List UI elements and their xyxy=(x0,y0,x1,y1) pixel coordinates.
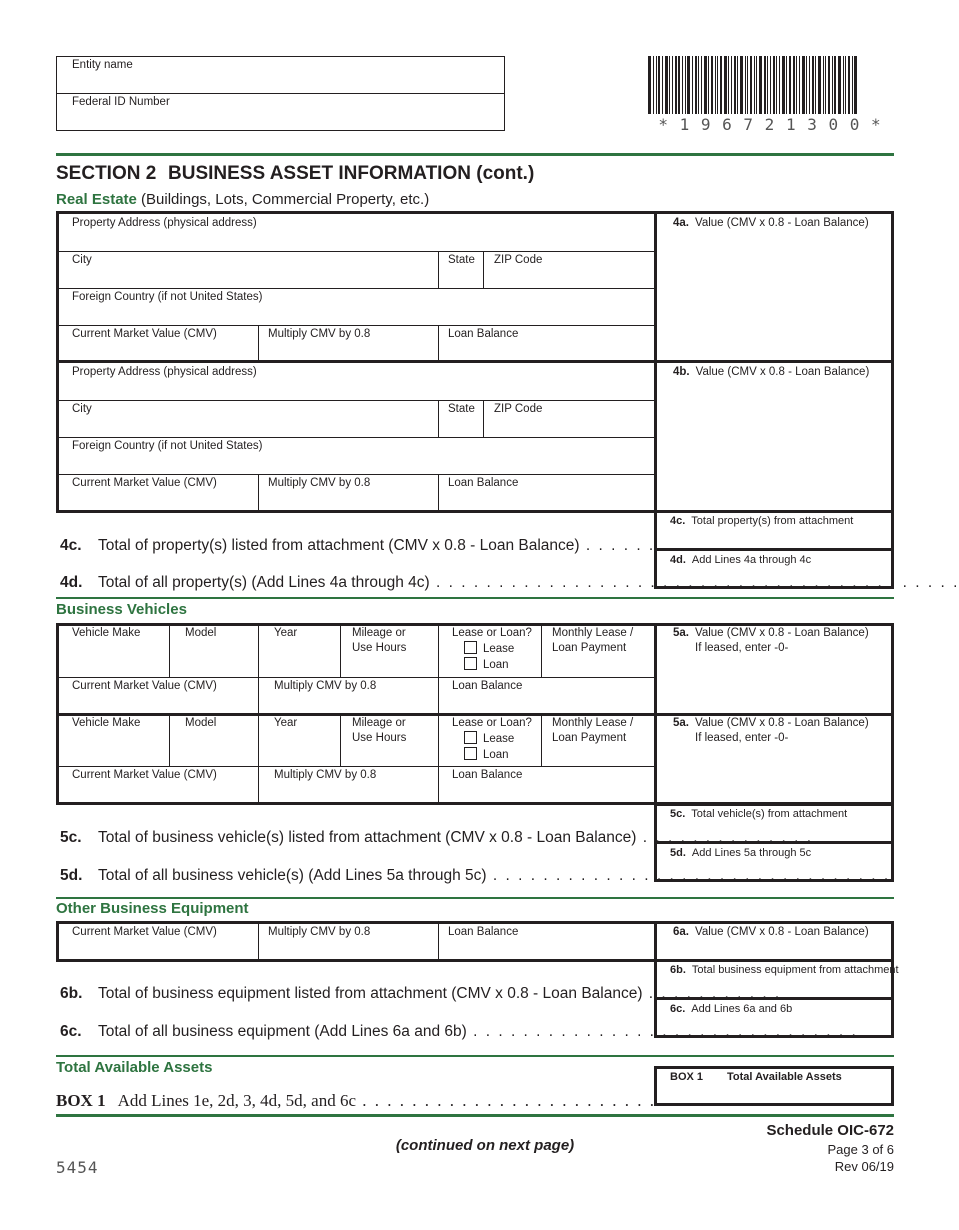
barcode-bar xyxy=(806,56,807,114)
line-6a-label xyxy=(673,925,869,939)
property-1-cmv-field[interactable] xyxy=(60,342,255,359)
vehicle-1-lease-loan-question: Lease or Loan? xyxy=(452,627,532,639)
barcode-bar xyxy=(854,56,857,114)
property-2-city-divider xyxy=(438,400,439,438)
line-4d-leader: . . . . . . . . . . . . . . . . . . . . . . . . . . . . . . . . . . . . . . . . . . xyxy=(429,574,959,591)
box-1-row xyxy=(56,1091,782,1111)
vehicle-1-lease-option[interactable] xyxy=(464,641,532,656)
property-1-loan-label: Loan Balance xyxy=(448,328,519,340)
line-6a-field[interactable] xyxy=(660,940,890,958)
property-1-state-field[interactable] xyxy=(441,268,481,286)
total-heading: Total Available Assets xyxy=(56,1059,213,1076)
line-5c-row xyxy=(60,829,814,847)
vehicle-1-mileage-label xyxy=(352,626,406,655)
vehicle-2-lease-checkbox[interactable] xyxy=(464,731,477,744)
barcode-bar xyxy=(717,56,718,114)
barcode-bar xyxy=(786,56,787,114)
barcode-bar xyxy=(793,56,795,114)
property-2-loan-field[interactable] xyxy=(441,491,652,509)
vehicle-2-mileage-line1: Mileage or xyxy=(352,717,406,729)
barcode-text: * 1 9 6 7 2 1 3 0 0 * xyxy=(658,115,882,134)
barcode-bar xyxy=(848,56,850,114)
barcode-bar xyxy=(682,56,683,114)
barcode-bar xyxy=(825,56,826,114)
real-estate-heading xyxy=(56,191,429,208)
barcode-bar xyxy=(815,56,816,114)
vehicle-2-col-line xyxy=(541,716,542,767)
property-2-row-line xyxy=(56,474,656,475)
property-2-row-line xyxy=(56,400,656,401)
property-2-state-divider xyxy=(483,400,484,438)
property-2-country-label: Foreign Country (if not United States) xyxy=(72,440,263,452)
equipment-cmv-field[interactable] xyxy=(60,940,255,958)
barcode-bar xyxy=(675,56,677,114)
barcode-bar xyxy=(747,56,748,114)
line-4c-box-label xyxy=(670,514,853,528)
equipment-heading: Other Business Equipment xyxy=(56,900,249,917)
property-1-state-label: State xyxy=(448,254,475,266)
barcode-bar xyxy=(715,56,716,114)
barcode-bar xyxy=(711,56,713,114)
line-5a-2-number: 5a. xyxy=(673,717,689,729)
line-6b-box-text: Total business equipment from attachment xyxy=(691,964,899,976)
property-1-country-label: Foreign Country (if not United States) xyxy=(72,291,263,303)
barcode-bar xyxy=(796,56,797,114)
barcode-bar xyxy=(754,56,755,114)
property-2-address-field[interactable] xyxy=(60,381,652,399)
vehicle-2-cmv-field[interactable] xyxy=(60,783,255,801)
property-1-row-line xyxy=(56,325,656,326)
vehicle-2-loan-balance-field[interactable] xyxy=(441,783,652,801)
vehicle-1-cmv-field[interactable] xyxy=(60,694,255,712)
vehicle-2-multiply-label: Multiply CMV by 0.8 xyxy=(274,769,377,781)
property-1-state-divider xyxy=(483,251,484,289)
vehicles-heading: Business Vehicles xyxy=(56,601,187,618)
line-6c-row xyxy=(60,1023,858,1041)
vehicle-2-col-line xyxy=(258,716,259,805)
line-6b-text: Total of business equipment listed from attachment (CMV x 0.8 - Loan Balance) xyxy=(98,985,643,1002)
vehicle-1-lease-loan-label xyxy=(452,626,532,672)
line-5a-1-field[interactable] xyxy=(660,660,890,710)
line-4c-number: 4c. xyxy=(60,537,82,554)
line-5c-number: 5c. xyxy=(60,829,82,846)
property-1-row-line xyxy=(56,288,656,289)
property-1-city-divider xyxy=(438,251,439,289)
barcode-bar xyxy=(799,56,800,114)
vehicle-1-year-label: Year xyxy=(274,627,298,639)
barcode-bar xyxy=(662,56,663,114)
property-1-cmv-divider xyxy=(258,325,259,361)
barcode-bar xyxy=(852,56,853,114)
page-number: Page 3 of 6 xyxy=(827,1142,894,1157)
section-rule xyxy=(56,153,894,156)
vehicle-2-monthly-line1: Monthly Lease / xyxy=(552,717,634,729)
total-rule xyxy=(56,1055,894,1057)
equipment-value-divider xyxy=(654,921,657,962)
vehicle-1-make-label: Vehicle Make xyxy=(72,627,141,639)
barcode-bar xyxy=(672,56,673,114)
barcode-bar xyxy=(648,56,651,114)
footer-rule xyxy=(56,1114,894,1117)
vehicle-1-loan-balance-field[interactable] xyxy=(441,694,652,712)
vehicle-1-loan-option[interactable] xyxy=(464,657,532,672)
barcode-bar xyxy=(843,56,844,114)
line-5a-1-label xyxy=(673,626,869,655)
property-2-loan-label: Loan Balance xyxy=(448,477,519,489)
line-6c-leader: . . . . . . . . . . . . . . . . . . . . . . . . . . . . . . . xyxy=(466,1023,858,1040)
vehicle-1-model-label: Model xyxy=(185,627,217,639)
barcode-bar xyxy=(809,56,810,114)
barcode-bar xyxy=(658,56,660,114)
barcode-bar xyxy=(770,56,771,114)
line-5c-box-text: Total vehicle(s) from attachment xyxy=(691,808,848,820)
barcode-bar xyxy=(656,56,657,114)
property-2-multiply-label: Multiply CMV by 0.8 xyxy=(268,477,371,489)
line-6c-text: Total of all business equipment (Add Lines 6a and 6b) xyxy=(98,1023,467,1040)
entity-name-field[interactable] xyxy=(58,72,503,92)
barcode-bar xyxy=(731,56,732,114)
line-4d-text: Total of all property(s) (Add Lines 4a through 4c) xyxy=(98,574,430,591)
federal-id-label: Federal ID Number xyxy=(72,96,170,108)
barcode-bar xyxy=(779,56,780,114)
line-4b-number: 4b. xyxy=(673,366,690,378)
property-2-zip-field[interactable] xyxy=(486,417,652,435)
barcode-bar xyxy=(818,56,821,114)
property-1-city-label: City xyxy=(72,254,92,266)
line-6c-box-label xyxy=(670,1002,792,1016)
federal-id-field[interactable] xyxy=(58,110,503,130)
form-code: 5454 xyxy=(56,1158,99,1177)
line-4c-box-number: 4c. xyxy=(670,515,686,527)
line-4d-row xyxy=(60,574,959,592)
property-1-multiply-field[interactable] xyxy=(261,342,435,359)
property-1-loan-field[interactable] xyxy=(441,342,652,359)
barcode-bar xyxy=(750,56,752,114)
barcode-bar xyxy=(695,56,697,114)
box-1-label xyxy=(670,1070,842,1084)
section-title: BUSINESS ASSET INFORMATION (cont.) xyxy=(168,163,535,184)
barcode-bar xyxy=(773,56,775,114)
line-6b-box-label xyxy=(670,963,899,977)
property-2-row-line xyxy=(56,437,656,438)
barcode-bar xyxy=(698,56,699,114)
equipment-rule xyxy=(56,897,894,899)
equipment-loan-field[interactable] xyxy=(441,940,652,958)
vehicle-2-model-label: Model xyxy=(185,717,217,729)
vehicle-2-mileage-line2: Use Hours xyxy=(352,732,407,744)
line-5d-box-text: Add Lines 5a through 5c xyxy=(691,847,812,859)
line-5d-box-number: 5d. xyxy=(670,847,686,859)
line-4a-label xyxy=(673,216,869,230)
line-5a-1-text: Value (CMV x 0.8 - Loan Balance) xyxy=(695,627,869,639)
equipment-cmv-label: Current Market Value (CMV) xyxy=(72,926,217,938)
line-6a-number: 6a. xyxy=(673,926,689,938)
line-6c-number: 6c. xyxy=(60,1023,82,1040)
barcode-bar xyxy=(767,56,768,114)
vehicle-2-monthly-line2: Loan Payment xyxy=(552,732,627,744)
barcode-bar xyxy=(802,56,805,114)
property-2-city-field[interactable] xyxy=(60,417,435,435)
equipment-multiply-label: Multiply CMV by 0.8 xyxy=(268,926,371,938)
vehicle-1-loan-balance-label: Loan Balance xyxy=(452,680,523,692)
vehicle-2-make-label: Vehicle Make xyxy=(72,717,141,729)
line-6b-number: 6b. xyxy=(60,985,83,1002)
barcode-bar xyxy=(665,56,668,114)
property-1-multiply-divider xyxy=(438,325,439,361)
barcode-bar xyxy=(832,56,833,114)
property-2-cmv-label: Current Market Value (CMV) xyxy=(72,477,217,489)
vehicles-rule xyxy=(56,597,894,599)
barcode-bar xyxy=(745,56,746,114)
line-5a-1-number: 5a. xyxy=(673,627,689,639)
property-1-cmv-label: Current Market Value (CMV) xyxy=(72,328,217,340)
property-1-country-field[interactable] xyxy=(60,305,652,323)
barcode-bar xyxy=(737,56,738,114)
vehicle-1-lease-text: Lease xyxy=(483,643,515,655)
barcode-bar xyxy=(653,56,654,114)
vehicle-2-year-label: Year xyxy=(274,717,298,729)
barcode-bar xyxy=(759,56,762,114)
vehicle-1-monthly-line1: Monthly Lease / xyxy=(552,627,634,639)
property-1-divider xyxy=(56,360,894,363)
vehicle-1-col-line xyxy=(340,623,341,678)
property-1-row-line xyxy=(56,251,656,252)
vehicle-2-lease-loan-label xyxy=(452,716,532,762)
line-5d-number: 5d. xyxy=(60,867,83,884)
line-4b-label xyxy=(673,365,869,379)
vehicle-2-col-line xyxy=(169,716,170,767)
vehicle-1-loan-text: Loan xyxy=(483,659,509,671)
barcode-bar xyxy=(728,56,729,114)
vehicle-1-multiply-label: Multiply CMV by 0.8 xyxy=(274,680,377,692)
equipment-multiply-field[interactable] xyxy=(261,940,435,958)
barcode-bar xyxy=(756,56,757,114)
vehicle-2-loan-text: Loan xyxy=(483,749,509,761)
barcode-bar xyxy=(812,56,814,114)
vehicle-2-loan-option[interactable] xyxy=(464,747,532,762)
vehicle-2-multiply-field[interactable] xyxy=(261,783,435,801)
line-4a-field[interactable] xyxy=(660,236,890,356)
barcode-bar xyxy=(669,56,670,114)
barcode-bar xyxy=(764,56,766,114)
line-4c-row xyxy=(60,537,858,555)
schedule-title: Schedule OIC-672 xyxy=(766,1122,894,1139)
line-6c-box-text: Add Lines 6a and 6b xyxy=(691,1003,793,1015)
barcode-bar xyxy=(678,56,680,114)
barcode-bar xyxy=(701,56,702,114)
vehicle-1-lease-checkbox[interactable] xyxy=(464,641,477,654)
equipment-loan-label: Loan Balance xyxy=(448,926,519,938)
barcode-bar xyxy=(776,56,777,114)
barcode-bar xyxy=(708,56,709,114)
barcode-bar xyxy=(687,56,690,114)
property-1-multiply-label: Multiply CMV by 0.8 xyxy=(268,328,371,340)
property-2-cmv-divider xyxy=(258,474,259,512)
line-6b-box-number: 6b. xyxy=(670,964,686,976)
vehicle-2-monthly-label xyxy=(552,716,633,745)
line-4d-box-text: Add Lines 4a through 4c xyxy=(691,554,812,566)
entity-name-label: Entity name xyxy=(72,59,133,71)
vehicle-2-cmv-label: Current Market Value (CMV) xyxy=(72,769,217,781)
line-5d-text: Total of all business vehicle(s) (Add Lines 5a through 5c) xyxy=(98,867,487,884)
vehicle-2-lease-loan-question: Lease or Loan? xyxy=(452,717,532,729)
line-5c-leader: . . . . . . . . . . . . . . xyxy=(636,829,814,846)
line-5d-row xyxy=(60,867,891,885)
barcode-bar xyxy=(838,56,841,114)
equipment-col-line xyxy=(438,921,439,962)
property-1-zip-label: ZIP Code xyxy=(494,254,543,266)
property-2-multiply-divider xyxy=(438,474,439,512)
barcode-bar xyxy=(782,56,785,114)
barcode xyxy=(648,56,892,114)
line-5c-text: Total of business vehicle(s) listed from attachment (CMV x 0.8 - Loan Balance) xyxy=(98,829,637,846)
vehicle-1-monthly-label xyxy=(552,626,633,655)
box-1-row-label: BOX 1 xyxy=(56,1091,106,1110)
line-5d-box-label xyxy=(670,846,811,860)
line-5d-leader: . . . . . . . . . . . . . . . . . . . . . . . . . . . . . . . . xyxy=(486,867,891,884)
property-2-zip-label: ZIP Code xyxy=(494,403,543,415)
vehicle-2-loan-balance-label: Loan Balance xyxy=(452,769,523,781)
vehicle-2-col-line xyxy=(340,716,341,767)
vehicle-2-mileage-label xyxy=(352,716,406,745)
vehicle-1-col-line xyxy=(438,623,439,715)
line-5a-2-field[interactable] xyxy=(660,750,890,800)
vehicle-1-col-line xyxy=(541,623,542,678)
line-5a-2-text: Value (CMV x 0.8 - Loan Balance) xyxy=(695,717,869,729)
barcode-bar xyxy=(734,56,736,114)
vehicle-2-lease-text: Lease xyxy=(483,733,515,745)
barcode-bar xyxy=(834,56,836,114)
property-2-state-field[interactable] xyxy=(441,417,481,435)
box-1-number: BOX 1 xyxy=(670,1071,704,1083)
line-5c-box-label xyxy=(670,807,847,821)
barcode-bar xyxy=(828,56,830,114)
line-4a-text: Value (CMV x 0.8 - Loan Balance) xyxy=(695,217,869,229)
box-1-row-leader: . . . . . . . . . . . . . . . . . . . . . . . . . . . . . . . . . . xyxy=(356,1091,782,1110)
line-6b-leader: . . . . . . . . . . . xyxy=(642,985,782,1002)
vehicle-1-cmv-label: Current Market Value (CMV) xyxy=(72,680,217,692)
vehicle-1-multiply-field[interactable] xyxy=(261,694,435,712)
barcode-bar xyxy=(823,56,824,114)
property-1-address-label: Property Address (physical address) xyxy=(72,217,257,229)
property-2-country-field[interactable] xyxy=(60,454,652,472)
box-1-row-text: Add Lines 1e, 2d, 3, 4d, 5d, and 6c xyxy=(117,1091,357,1110)
line-6b-row xyxy=(60,985,782,1003)
line-5a-2-note: If leased, enter -0- xyxy=(695,732,789,744)
equipment-col-line xyxy=(258,921,259,962)
vehicle-1-row-line xyxy=(56,677,656,678)
vehicle-1-monthly-line2: Loan Payment xyxy=(552,642,627,654)
barcode-bar xyxy=(692,56,693,114)
box-1-text: Total Available Assets xyxy=(727,1071,842,1083)
real-estate-title: Real Estate xyxy=(56,191,137,208)
barcode-bar xyxy=(685,56,686,114)
property-2-city-label: City xyxy=(72,403,92,415)
line-4b-field[interactable] xyxy=(660,385,890,507)
line-4a-number: 4a. xyxy=(673,217,689,229)
revision: Rev 06/19 xyxy=(834,1159,894,1174)
property-2-cmv-field[interactable] xyxy=(60,491,255,509)
barcode-bar xyxy=(704,56,707,114)
entity-info-divider xyxy=(56,93,505,94)
real-estate-subtitle: (Buildings, Lots, Commercial Property, etc.) xyxy=(141,191,430,208)
vehicle-1-col-line xyxy=(258,623,259,715)
vehicle-2-lease-option[interactable] xyxy=(464,731,532,746)
property-1-city-field[interactable] xyxy=(60,268,435,286)
property-1-zip-field[interactable] xyxy=(486,268,652,286)
barcode-bar xyxy=(789,56,791,114)
line-6c-box-number: 6c. xyxy=(670,1003,686,1015)
line-6a-text: Value (CMV x 0.8 - Loan Balance) xyxy=(695,926,869,938)
vehicle-2-col-line xyxy=(438,716,439,805)
barcode-bar xyxy=(720,56,722,114)
property-1-address-field[interactable] xyxy=(60,232,652,250)
line-4d-box-label xyxy=(670,553,811,567)
continued-note: (continued on next page) xyxy=(395,1137,575,1154)
barcode-bar xyxy=(845,56,846,114)
property-2-state-label: State xyxy=(448,403,475,415)
line-4d-number: 4d. xyxy=(60,574,83,591)
vehicle-1-mileage-line2: Use Hours xyxy=(352,642,407,654)
line-4b-text: Value (CMV x 0.8 - Loan Balance) xyxy=(695,366,870,378)
barcode-bar xyxy=(724,56,727,114)
line-5a-1-note: If leased, enter -0- xyxy=(695,642,789,654)
line-5c-box-number: 5c. xyxy=(670,808,686,820)
line-4c-text: Total of property(s) listed from attachment (CMV x 0.8 - Loan Balance) xyxy=(98,537,580,554)
line-4d-box-number: 4d. xyxy=(670,554,686,566)
section-number: SECTION 2 xyxy=(56,163,157,184)
line-4c-box-text: Total property(s) from attachment xyxy=(691,515,854,527)
vehicle-2-row-line xyxy=(56,766,656,767)
vehicle-2-loan-checkbox[interactable] xyxy=(464,747,477,760)
vehicle-1-mileage-line1: Mileage or xyxy=(352,627,406,639)
line-4c-leader: . . . . . . . . . . . . . . . . . . . . . . xyxy=(579,537,858,554)
vehicle-1-col-line xyxy=(169,623,170,678)
property-2-address-label: Property Address (physical address) xyxy=(72,366,257,378)
property-2-multiply-field[interactable] xyxy=(261,491,435,509)
line-5a-2-label xyxy=(673,716,869,745)
barcode-bar xyxy=(740,56,743,114)
vehicle-1-loan-checkbox[interactable] xyxy=(464,657,477,670)
